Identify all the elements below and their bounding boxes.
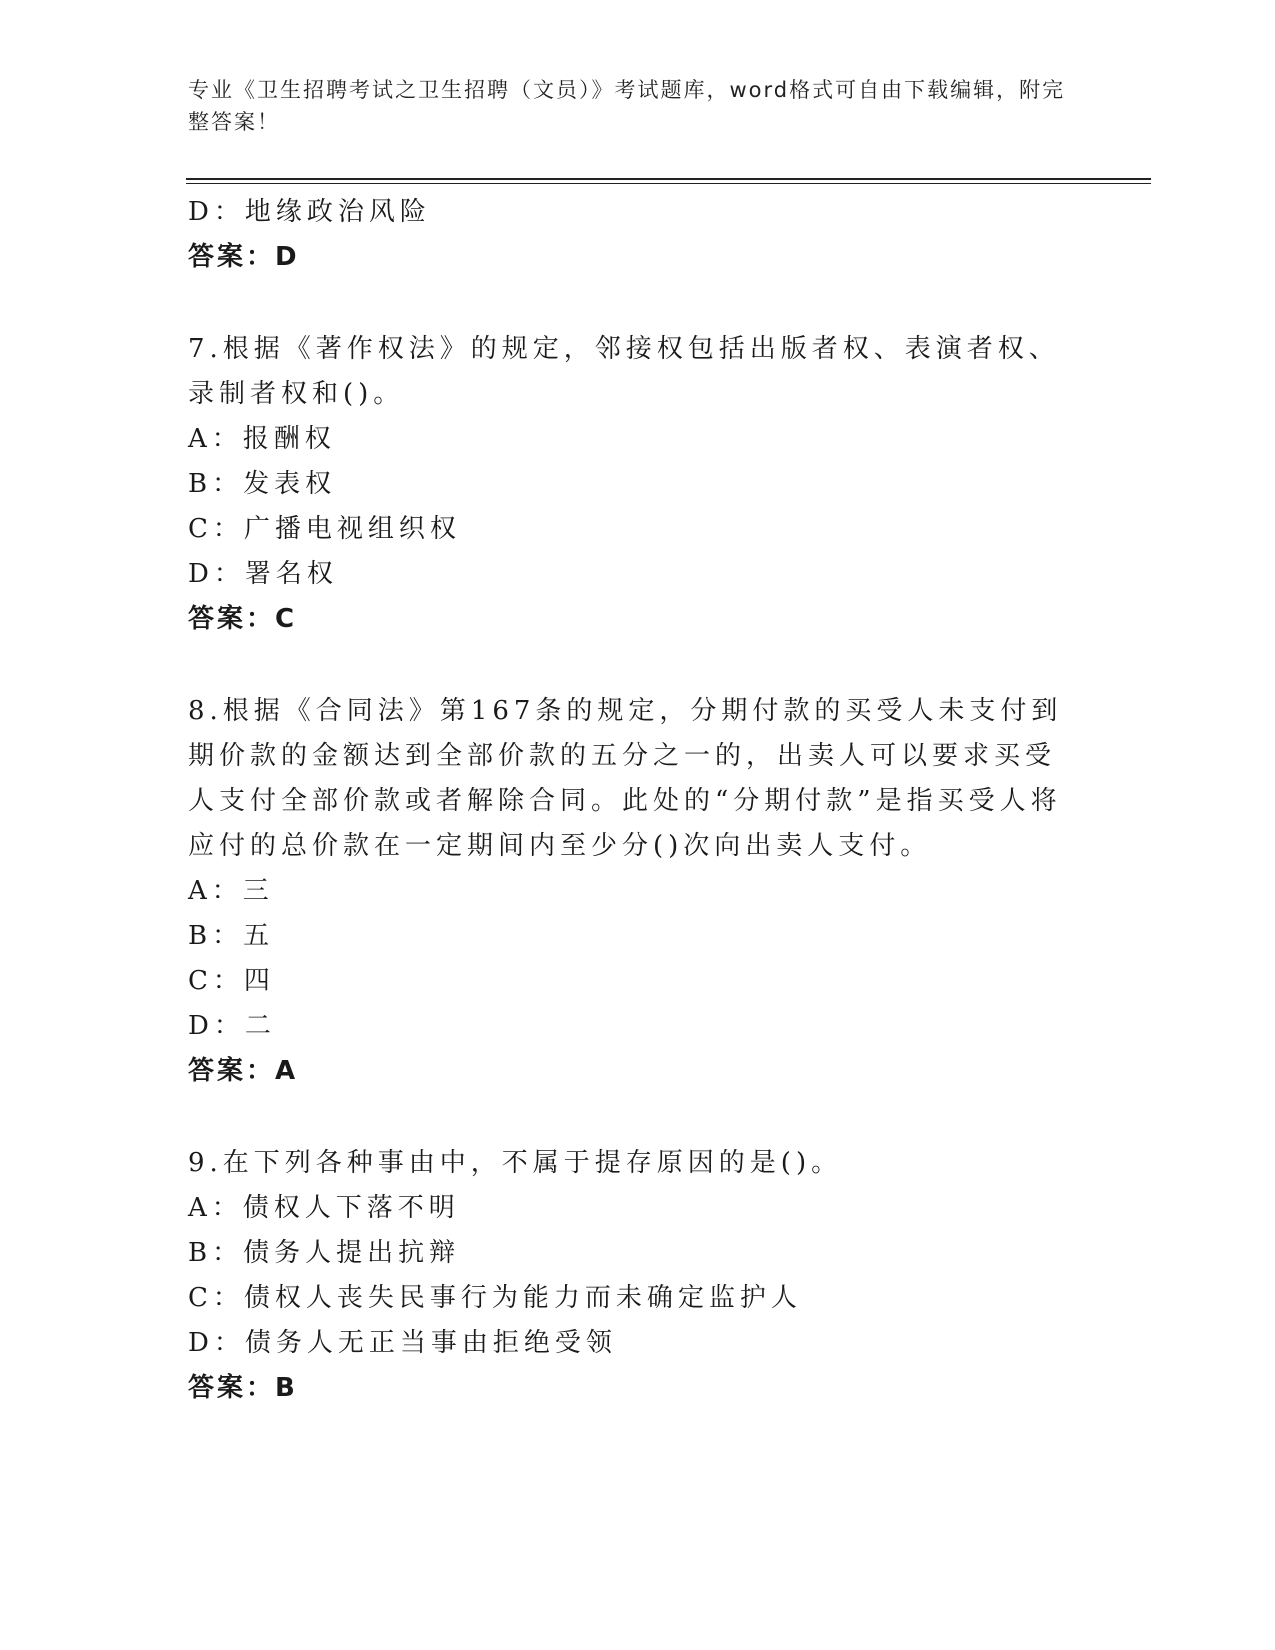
answer: 答案：A: [188, 1056, 299, 1086]
option-a: A：三: [188, 876, 274, 906]
question-8: [188, 689, 1068, 1094]
option-a: A：债权人下落不明: [188, 1193, 460, 1223]
question-list: [188, 190, 1068, 1411]
option-c: C：四: [188, 966, 275, 996]
answer: 答案：C: [188, 604, 298, 634]
question-7: [188, 327, 1068, 642]
option-c: C：债权人丧失民事行为能力而未确定监护人: [188, 1283, 802, 1313]
header-divider-thick: [186, 178, 1151, 180]
option-d: D：署名权: [188, 559, 338, 589]
option-a: A：报酬权: [188, 424, 336, 454]
question-6-tail: [188, 190, 1068, 280]
question-9: [188, 1141, 1068, 1411]
header-divider-thin: [186, 183, 1151, 184]
option-d: D：地缘政治风险: [188, 197, 431, 227]
option-b: B：债务人提出抗辩: [188, 1238, 461, 1268]
option-b: B：五: [188, 921, 275, 951]
option-b: B：发表权: [188, 469, 337, 499]
spacer: [188, 280, 1068, 327]
answer: 答案：D: [188, 242, 300, 272]
question-text: 9.在下列各种事由中，不属于提存原因的是()。: [188, 1148, 843, 1178]
spacer: [188, 1094, 1068, 1141]
question-text: 7.根据《著作权法》的规定，邻接权包括出版者权、表演者权、录制者权和()。: [188, 334, 1060, 409]
spacer: [188, 642, 1068, 689]
option-d: D：债务人无正当事由拒绝受领: [188, 1328, 617, 1358]
answer: 答案：B: [188, 1373, 298, 1403]
page-header: 专业《卫生招聘考试之卫生招聘（文员）》考试题库，word格式可自由下载编辑，附完整答案！: [188, 78, 1066, 134]
option-d: D：二: [188, 1011, 276, 1041]
question-text: 8.根据《合同法》第167条的规定，分期付款的买受人未支付到期价款的金额达到全部价款的五分之一的，出卖人可以要求买受人支付全部价款或者解除合同。此处的“分期付款”是指买受人将应付的总价款在一定期间内至少分()次向出卖人支付。: [188, 696, 1063, 861]
option-c: C：广播电视组织权: [188, 514, 461, 544]
